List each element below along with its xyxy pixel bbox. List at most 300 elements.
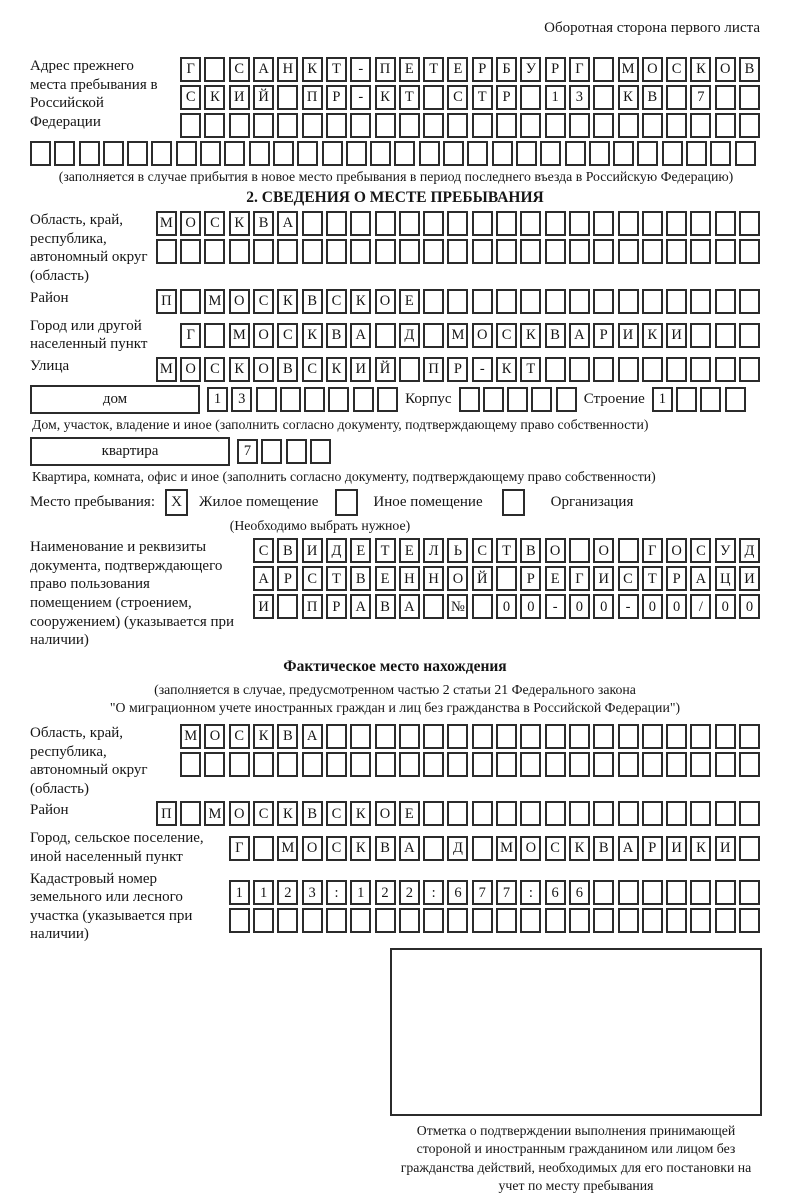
document-label: Наименование и реквизиты документа, подтверждающего право пользования помещением (строением, сооружением) (указывается при наличии) <box>30 539 235 649</box>
confirmation-stamp-note: Отметка о подтверждении выполнения принимающей стороной и иностранным гражданином или лицом без гражданства действий, необходимых для его постановки на учет по месту пребывания <box>400 1123 752 1194</box>
region-row-2 <box>156 239 760 264</box>
form-cell: О <box>302 836 323 861</box>
form-cell <box>496 113 517 138</box>
form-cell: Т <box>326 57 347 82</box>
form-cell <box>690 289 711 314</box>
form-cell <box>277 908 298 933</box>
form-cell: П <box>302 85 323 110</box>
form-cell: Г <box>180 323 201 348</box>
form-cell: Г <box>569 566 590 591</box>
form-cell: : <box>520 880 541 905</box>
house-note: Дом, участок, владение и иное (заполнить согласно документу, подтверждающему право собственности) <box>32 416 649 432</box>
actual-city-label: Город, сельское поселение, иной населенный пункт <box>30 830 204 866</box>
form-cell <box>229 908 250 933</box>
cadastral-rows <box>229 880 760 933</box>
form-cell <box>666 85 687 110</box>
form-cell <box>739 289 760 314</box>
form-cell: В <box>302 801 323 826</box>
form-cell <box>666 357 687 382</box>
actual-district-block <box>30 801 760 826</box>
form-cell: 7 <box>690 85 711 110</box>
form-cell: : <box>423 880 444 905</box>
form-cell: К <box>302 323 323 348</box>
form-cell <box>423 85 444 110</box>
apartment-note: Квартира, комната, офис и иное (заполнить согласно документу, подтверждающему право собственности) <box>32 469 656 485</box>
district-label: Район <box>30 289 69 306</box>
stay-place-note: (Необходимо выбрать нужное) <box>229 518 411 534</box>
apartment-type-box: квартира <box>30 437 230 466</box>
form-cell <box>176 141 197 166</box>
form-cell: И <box>666 836 687 861</box>
form-cell: О <box>180 211 201 236</box>
form-cell <box>642 801 663 826</box>
form-cell <box>204 752 225 777</box>
stay-option-residential-label: Жилое помещение <box>199 494 319 511</box>
form-cell: О <box>253 357 274 382</box>
form-cell: О <box>229 289 250 314</box>
actual-location-title: Фактическое место нахождения <box>283 657 507 675</box>
form-cell <box>399 752 420 777</box>
form-cell: С <box>545 836 566 861</box>
form-cell <box>79 141 100 166</box>
apartment-number-cells <box>237 439 331 464</box>
form-cell <box>447 908 468 933</box>
district-row <box>156 289 760 314</box>
form-cell <box>496 211 517 236</box>
form-cell <box>618 880 639 905</box>
form-cell <box>690 752 711 777</box>
form-cell: М <box>156 357 177 382</box>
form-cell <box>280 387 301 412</box>
form-cell: Р <box>447 357 468 382</box>
form-cell <box>350 113 371 138</box>
form-cell: А <box>253 566 274 591</box>
form-cell <box>326 211 347 236</box>
form-cell: С <box>496 323 517 348</box>
form-cell <box>394 141 415 166</box>
form-cell: О <box>253 323 274 348</box>
form-cell <box>423 908 444 933</box>
form-cell <box>496 801 517 826</box>
form-cell: Е <box>399 289 420 314</box>
form-cell <box>423 323 444 348</box>
document-row-3 <box>253 594 760 619</box>
form-cell <box>277 85 298 110</box>
form-cell <box>642 357 663 382</box>
form-cell <box>715 752 736 777</box>
form-cell <box>423 239 444 264</box>
form-cell <box>204 323 225 348</box>
form-cell <box>642 289 663 314</box>
form-cell <box>556 387 577 412</box>
form-cell <box>690 801 711 826</box>
form-cell <box>690 211 711 236</box>
form-cell: 1 <box>229 880 250 905</box>
form-cell: Р <box>593 323 614 348</box>
form-cell <box>224 141 245 166</box>
form-cell <box>229 113 250 138</box>
form-cell: 2 <box>277 880 298 905</box>
form-cell <box>322 141 343 166</box>
form-cell: 1 <box>207 387 228 412</box>
form-cell: К <box>326 357 347 382</box>
form-cell <box>423 594 444 619</box>
confirmation-stamp-box <box>390 948 762 1116</box>
form-cell <box>350 211 371 236</box>
form-cell: К <box>277 801 298 826</box>
form-cell: М <box>204 801 225 826</box>
form-cell: Р <box>666 566 687 591</box>
form-cell <box>686 141 707 166</box>
form-cell: Г <box>642 538 663 563</box>
form-cell: 0 <box>520 594 541 619</box>
form-cell: М <box>204 289 225 314</box>
form-cell <box>377 387 398 412</box>
form-cell: В <box>739 57 760 82</box>
form-cell <box>496 908 517 933</box>
form-cell: 7 <box>237 439 258 464</box>
form-cell <box>520 289 541 314</box>
form-cell: М <box>277 836 298 861</box>
form-cell <box>423 724 444 749</box>
form-cell <box>739 239 760 264</box>
form-cell: 0 <box>739 594 760 619</box>
form-cell: У <box>715 538 736 563</box>
form-cell <box>642 880 663 905</box>
form-cell: Й <box>472 566 493 591</box>
actual-region-row-1 <box>180 724 760 749</box>
form-cell: В <box>642 85 663 110</box>
document-row-1 <box>253 538 760 563</box>
form-cell <box>618 908 639 933</box>
form-cell <box>520 724 541 749</box>
form-cell <box>229 239 250 264</box>
form-cell: 0 <box>569 594 590 619</box>
form-cell <box>180 289 201 314</box>
form-cell: О <box>375 801 396 826</box>
form-cell: С <box>690 538 711 563</box>
form-cell <box>569 289 590 314</box>
form-cell: С <box>302 357 323 382</box>
form-cell <box>328 387 349 412</box>
form-cell: Б <box>496 57 517 82</box>
form-cell <box>569 239 590 264</box>
form-cell: У <box>520 57 541 82</box>
form-cell: О <box>375 289 396 314</box>
stay-option-residential-checkbox: X <box>165 489 188 516</box>
form-cell: С <box>326 801 347 826</box>
stay-option-other-checkbox <box>335 489 358 516</box>
form-cell: Е <box>399 538 420 563</box>
form-cell: Т <box>423 57 444 82</box>
form-cell <box>545 801 566 826</box>
form-cell <box>375 724 396 749</box>
form-cell <box>399 211 420 236</box>
prev-address-row-4 <box>30 141 760 166</box>
form-cell: К <box>302 57 323 82</box>
form-cell: Г <box>180 57 201 82</box>
form-cell: Д <box>326 538 347 563</box>
form-cell <box>277 113 298 138</box>
form-cell <box>666 211 687 236</box>
form-cell <box>180 801 201 826</box>
form-cell <box>302 239 323 264</box>
form-cell <box>423 752 444 777</box>
form-cell: И <box>715 836 736 861</box>
form-cell <box>375 908 396 933</box>
form-cell: А <box>350 594 371 619</box>
form-cell: - <box>545 594 566 619</box>
form-cell <box>350 752 371 777</box>
form-cell: Н <box>277 57 298 82</box>
form-cell: А <box>569 323 590 348</box>
form-cell <box>715 357 736 382</box>
form-cell <box>569 801 590 826</box>
form-cell: К <box>690 57 711 82</box>
form-cell <box>618 752 639 777</box>
form-cell <box>370 141 391 166</box>
district-block <box>30 289 760 314</box>
form-cell <box>593 239 614 264</box>
form-cell <box>690 880 711 905</box>
form-cell: К <box>642 323 663 348</box>
form-cell: М <box>180 724 201 749</box>
form-cell <box>545 724 566 749</box>
form-cell <box>472 289 493 314</box>
form-cell <box>472 836 493 861</box>
form-cell: В <box>350 566 371 591</box>
region-row-1 <box>156 211 760 236</box>
form-cell <box>662 141 683 166</box>
form-cell <box>507 387 528 412</box>
form-cell <box>253 239 274 264</box>
form-cell: Е <box>399 801 420 826</box>
form-cell: С <box>253 289 274 314</box>
form-cell: Т <box>399 85 420 110</box>
form-cell: М <box>156 211 177 236</box>
cadastral-label: Кадастровый номер земельного или лесного участка (указывается при наличии) <box>30 870 193 943</box>
form-cell: 3 <box>231 387 252 412</box>
form-cell: Ц <box>715 566 736 591</box>
stay-option-organization-checkbox <box>502 489 525 516</box>
form-cell <box>472 908 493 933</box>
form-cell: Т <box>496 538 517 563</box>
form-cell <box>715 211 736 236</box>
form-cell <box>642 211 663 236</box>
form-cell <box>180 752 201 777</box>
form-cell <box>30 141 51 166</box>
form-cell <box>304 387 325 412</box>
form-cell <box>589 141 610 166</box>
stay-option-other-label: Иное помещение <box>373 494 483 511</box>
form-cell <box>472 239 493 264</box>
form-cell <box>569 113 590 138</box>
form-cell <box>593 57 614 82</box>
form-cell <box>545 239 566 264</box>
form-cell <box>472 211 493 236</box>
document-block <box>30 538 760 650</box>
form-cell <box>593 752 614 777</box>
form-cell: С <box>326 289 347 314</box>
form-cell <box>666 908 687 933</box>
form-cell <box>520 908 541 933</box>
form-cell: В <box>375 836 396 861</box>
form-cell <box>545 752 566 777</box>
form-cell <box>256 387 277 412</box>
form-cell <box>261 439 282 464</box>
form-cell <box>739 801 760 826</box>
cadastral-block <box>30 870 760 944</box>
form-cell <box>472 724 493 749</box>
region-label: Область, край, республика, автономный округ (область) <box>30 212 148 285</box>
form-cell: К <box>229 211 250 236</box>
stroenie-label: Строение <box>583 390 645 407</box>
form-cell: И <box>593 566 614 591</box>
korpus-label: Корпус <box>405 390 452 407</box>
form-cell: Г <box>229 836 250 861</box>
form-cell <box>447 239 468 264</box>
form-cell: - <box>618 594 639 619</box>
form-cell <box>739 752 760 777</box>
form-cell: Р <box>520 566 541 591</box>
form-cell: - <box>472 357 493 382</box>
house-number-cells <box>207 387 398 412</box>
form-cell <box>423 211 444 236</box>
form-cell: И <box>350 357 371 382</box>
form-cell <box>350 239 371 264</box>
form-cell: Е <box>350 538 371 563</box>
form-cell: О <box>715 57 736 82</box>
form-cell <box>520 239 541 264</box>
korpus-cells <box>459 387 577 412</box>
form-cell <box>666 239 687 264</box>
form-cell <box>204 239 225 264</box>
form-cell: Д <box>447 836 468 861</box>
form-cell: Р <box>326 594 347 619</box>
form-cell: К <box>350 801 371 826</box>
form-cell: В <box>277 724 298 749</box>
form-cell <box>569 752 590 777</box>
form-cell <box>399 724 420 749</box>
form-cell <box>593 85 614 110</box>
actual-district-label: Район <box>30 802 69 819</box>
form-cell <box>715 113 736 138</box>
form-cell: Н <box>423 566 444 591</box>
form-cell <box>151 141 172 166</box>
form-cell: В <box>520 538 541 563</box>
prev-address-row-2 <box>180 85 760 110</box>
prev-address-row-1 <box>180 57 760 82</box>
form-cell <box>496 289 517 314</box>
form-cell: 0 <box>593 594 614 619</box>
form-cell <box>593 724 614 749</box>
form-cell: К <box>375 85 396 110</box>
form-cell <box>496 239 517 264</box>
form-cell <box>326 239 347 264</box>
form-cell: 2 <box>399 880 420 905</box>
form-cell: Т <box>472 85 493 110</box>
form-cell <box>229 752 250 777</box>
form-cell: Е <box>545 566 566 591</box>
form-cell <box>545 357 566 382</box>
form-cell: 0 <box>666 594 687 619</box>
form-cell: В <box>375 594 396 619</box>
form-cell: Р <box>472 57 493 82</box>
form-cell <box>443 141 464 166</box>
form-cell <box>545 908 566 933</box>
form-cell: К <box>618 85 639 110</box>
form-cell: Т <box>642 566 663 591</box>
form-cell <box>725 387 746 412</box>
form-cell <box>569 211 590 236</box>
form-cell: К <box>690 836 711 861</box>
form-cell <box>253 113 274 138</box>
form-cell <box>492 141 513 166</box>
form-cell <box>618 289 639 314</box>
form-cell: К <box>520 323 541 348</box>
form-cell <box>540 141 561 166</box>
form-cell: М <box>229 323 250 348</box>
form-cell: 2 <box>375 880 396 905</box>
form-cell: 0 <box>642 594 663 619</box>
form-cell: В <box>302 289 323 314</box>
form-cell: С <box>447 85 468 110</box>
form-cell <box>739 211 760 236</box>
form-cell: К <box>350 289 371 314</box>
form-cell: Т <box>520 357 541 382</box>
form-cell: О <box>204 724 225 749</box>
form-cell: Н <box>399 566 420 591</box>
form-cell: А <box>399 836 420 861</box>
prev-address-block <box>30 57 760 138</box>
form-cell <box>447 752 468 777</box>
stay-place-row <box>30 489 760 516</box>
form-cell: № <box>447 594 468 619</box>
form-cell <box>467 141 488 166</box>
actual-city-block <box>30 829 760 866</box>
form-cell: О <box>666 538 687 563</box>
city-block <box>30 317 760 354</box>
form-cell: : <box>326 880 347 905</box>
cadastral-row-1 <box>229 880 760 905</box>
form-cell <box>520 211 541 236</box>
actual-region-label: Область, край, республика, автономный округ (область) <box>30 725 148 797</box>
form-cell <box>618 113 639 138</box>
form-cell: - <box>350 57 371 82</box>
form-cell: М <box>496 836 517 861</box>
form-cell <box>302 211 323 236</box>
prev-address-label: Адрес прежнего места пребывания в Российской Федерации <box>30 58 158 130</box>
form-cell <box>204 57 225 82</box>
form-cell: И <box>618 323 639 348</box>
actual-region-row-2 <box>180 752 760 777</box>
form-cell: С <box>204 357 225 382</box>
form-cell <box>277 239 298 264</box>
prev-address-row-3 <box>180 113 760 138</box>
form-cell <box>690 239 711 264</box>
street-label: Улица <box>30 357 70 374</box>
form-cell: Е <box>399 57 420 82</box>
form-cell: К <box>569 836 590 861</box>
form-cell: 0 <box>715 594 736 619</box>
street-row <box>156 357 760 382</box>
prev-address-note: (заполняется в случае прибытия в новое место пребывания в период последнего въезда в Российскую Федерацию) <box>58 169 734 184</box>
form-cell <box>326 752 347 777</box>
form-cell <box>545 113 566 138</box>
form-cell <box>447 724 468 749</box>
form-cell <box>710 141 731 166</box>
section2-title: 2. СВЕДЕНИЯ О МЕСТЕ ПРЕБЫВАНИЯ <box>246 189 544 207</box>
